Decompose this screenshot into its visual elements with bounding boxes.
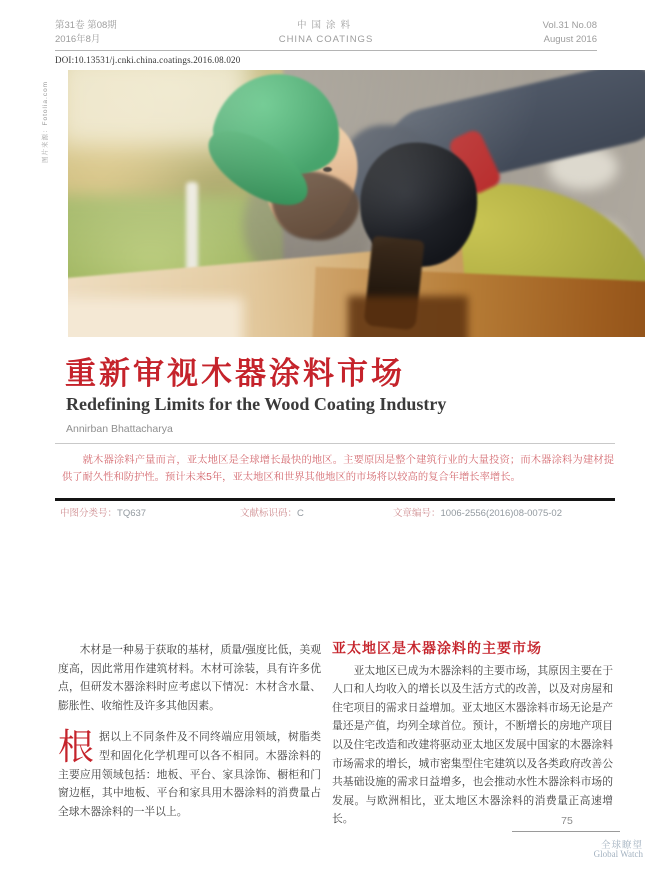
- left-column: [58, 641, 321, 821]
- section-name-cn: 全球瞭望: [600, 840, 643, 851]
- article-title-en: Redefining Limits for the Wood Coating Industry: [66, 394, 447, 414]
- doi-text: DOI:10.13531/j.cnki.china.coatings.2016.08.020: [55, 55, 241, 65]
- article-id: [393, 505, 562, 519]
- section-name-en: Global Watch: [593, 849, 643, 859]
- header-journal-block: [226, 19, 426, 47]
- issue-volume-cn: 第31卷 第08期: [55, 20, 117, 31]
- light-vignette: [68, 70, 645, 337]
- right-column: [332, 639, 613, 829]
- journal-name-en: CHINA COATINGS: [278, 34, 374, 45]
- document-code-label: 文献标识码：: [240, 508, 298, 519]
- issue-date-cn: 2016年8月: [55, 34, 101, 45]
- clc-value: TQ637: [117, 508, 147, 519]
- issue-date-en: August 2016: [543, 34, 597, 45]
- page-number: 75: [561, 815, 573, 827]
- clc-number: [60, 505, 146, 519]
- footer-rule: [512, 831, 620, 832]
- journal-name-cn: 中国涂料: [296, 20, 355, 31]
- abstract-rule-top: [55, 443, 615, 444]
- section-heading: 亚太地区是木器涂料的主要市场: [332, 640, 542, 656]
- document-code: [240, 505, 304, 519]
- hero-photo: [68, 70, 645, 337]
- body-paragraph-dropcap: [58, 728, 321, 821]
- abstract-rule-bottom: [55, 498, 615, 501]
- abstract-text: 就木器涂料产量而言，亚太地区是全球增长最快的地区。主要原因是整个建筑行业的大量投资；而木器涂料为建材提供了耐久性和防护性。预计未来5年，亚太地区和世界其他地区的市场将以较高的复合年增长率增长。: [62, 455, 614, 483]
- header-rule: [55, 50, 597, 51]
- header-volume-block: [497, 19, 597, 47]
- article-id-label: 文章编号：: [393, 508, 441, 519]
- photo-credit: 图片来源：Fotolia.com: [42, 80, 49, 163]
- document-code-value: C: [297, 508, 304, 519]
- author-name: Annirban Bhattacharya: [66, 423, 173, 435]
- drop-cap: 根: [58, 726, 95, 768]
- clc-label: 中图分类号：: [60, 508, 118, 519]
- header-issue-block: [55, 19, 117, 47]
- body-paragraph: 亚太地区已成为木器涂料的主要市场，其原因主要在于人口和人均收入的增长以及生活方式的改善，以及对房屋和住宅项目的需求日益增加。亚太地区木器涂料市场无论是产量还是产值，均列全球首位。预计，不断增长的房地产项目以及住宅改造和改建将驱动亚太地区发展中国家的木器涂料市场需求的增长，城市密集型住宅建筑以及各类政府改善公共基础设施的需求日益增多，也会推动水性木器涂料市场的发展。与欧洲相比，亚太地区木器涂料的消费量正高速增长。: [332, 664, 613, 826]
- article-id-value: 1006-2556(2016)08-0075-02: [440, 508, 563, 519]
- body-paragraph: 木材是一种易于获取的基材，质量/强度比低，美观度高，因此常用作建筑材料。木材可涂装，具有许多优点，但研发木器涂料时应考虑以下情况：木材含水量、膨胀性、收缩性及许多其他因素。: [58, 644, 321, 712]
- body-paragraph-text: 据以上不同条件及不同终端应用领域，树脂类型和固化化学机理可以各不相同。木器涂料的主要应用领域包括：地板、平台、家具涂饰、橱柜和门窗边框，其中地板、平台和家具用木器涂料的消费量占全球木器涂料的一半以上。: [58, 731, 321, 818]
- article-title-cn: 重新审视木器涂料市场: [65, 356, 405, 391]
- volume-en: Vol.31 No.08: [542, 20, 597, 31]
